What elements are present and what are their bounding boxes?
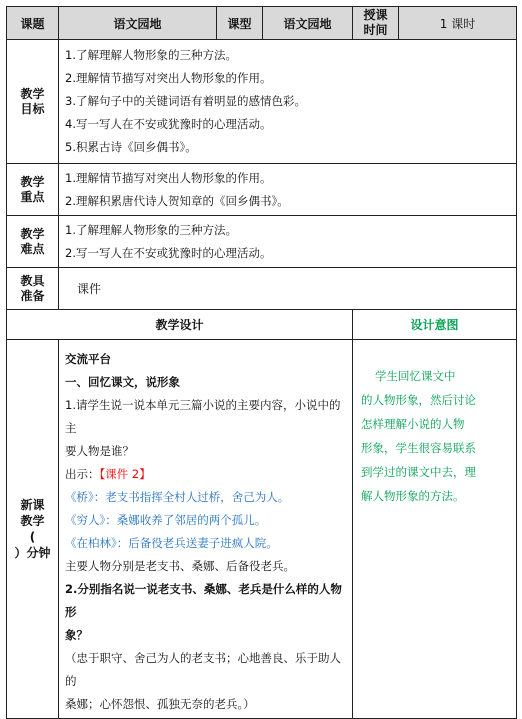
main-characters: 主要人物分别是老支书、桑娜、后备役老兵。 xyxy=(65,559,295,573)
new-lesson-label-line4: ）分钟 xyxy=(14,546,51,560)
answer-line1: （忠于职守、舍己为人的老支书；心地善良、乐于助人的 xyxy=(65,651,341,688)
new-lesson-label-line3: ( xyxy=(29,530,36,544)
goal-item: 5.积累古诗《回乡偶书》。 xyxy=(65,140,197,154)
type-value: 语文园地 xyxy=(263,7,353,40)
intent-line: 学生回忆课文中 xyxy=(375,369,456,383)
topic-value: 语文园地 xyxy=(59,7,217,40)
difficulties-label-line1: 教学 xyxy=(20,226,45,241)
hours-value: 1 课时 xyxy=(399,7,517,40)
difficulties-label xyxy=(7,216,59,268)
intent-line: 到学过的课文中去，理 xyxy=(361,465,476,479)
goals-label-line2: 目标 xyxy=(20,101,45,116)
key-point-item: 1.理解情节描写对突出人物形象的作用。 xyxy=(65,170,272,185)
design-title: 教学设计 xyxy=(7,310,353,340)
question-2-line1: 2.分别指名说一说老支书、桑娜、老兵是什么样的人物形 xyxy=(65,582,342,619)
story-summary-in-berlin: 《在柏林》：后备役老兵送妻子进疯人院。 xyxy=(65,536,278,550)
difficulty-item: 1.了解理解人物形象的三种方法。 xyxy=(65,222,237,237)
sub-title: 一、回忆课文，说形象 xyxy=(65,375,180,389)
show-prefix: 出示： xyxy=(65,467,100,481)
courseware-tag: 【课件 2】 xyxy=(99,467,151,481)
show-courseware-line xyxy=(65,463,348,486)
new-lesson-label-line2: 教学 xyxy=(20,514,45,528)
story-summary-bridge: 《桥》：老支书指挥全村人过桥，舍己为人。 xyxy=(65,490,290,504)
goal-item: 1.了解理解人物形象的三种方法。 xyxy=(65,48,237,62)
design-header-row xyxy=(7,310,517,340)
key-point-item: 2.理解积累唐代诗人贺知章的《回乡偶书》。 xyxy=(65,193,289,208)
goal-item: 2.理解情节描写对突出人物形象的作用。 xyxy=(65,71,272,85)
difficulties-label-line2: 难点 xyxy=(20,241,45,256)
key-points-row xyxy=(7,164,517,216)
lesson-plan-table xyxy=(6,6,517,719)
answer-line2: 桑娜；心怀怨恨、孤独无奈的老兵。） xyxy=(65,697,255,711)
difficulties-row xyxy=(7,216,517,268)
header-row xyxy=(7,7,517,40)
tools-label-line1: 教具 xyxy=(20,273,45,288)
key-points-label-line1: 教学 xyxy=(20,174,45,189)
intent-line: 怎样理解小说的人物 xyxy=(361,417,465,431)
goal-item: 3.了解句子中的关键词语有着明显的感情色彩。 xyxy=(65,94,306,108)
intent-line: 的人物形象，然后讨论 xyxy=(361,393,476,407)
key-points-label-line2: 重点 xyxy=(20,189,45,204)
question-1-line1: 1.请学生说一说本单元三篇小说的主要内容，小说中的主 xyxy=(65,398,341,435)
new-lesson-content xyxy=(59,340,353,719)
hours-label-line1: 授课 xyxy=(363,8,388,22)
story-summary-poor-people: 《穷人》：桑娜收养了邻居的两个孤儿。 xyxy=(65,513,267,527)
tools-value: 课件 xyxy=(59,268,517,310)
goals-list xyxy=(59,40,517,164)
type-label: 课型 xyxy=(217,7,263,40)
goals-label-line1: 教学 xyxy=(20,86,45,101)
topic-label: 课题 xyxy=(7,7,59,40)
goals-label xyxy=(7,40,59,164)
new-lesson-label xyxy=(7,340,59,719)
intent-content xyxy=(353,340,517,719)
key-points-list xyxy=(59,164,517,216)
key-points-label xyxy=(7,164,59,216)
new-lesson-label-line1: 新课 xyxy=(20,498,45,512)
intent-line: 解人物形象的方法。 xyxy=(361,489,465,503)
tools-label-line2: 准备 xyxy=(20,288,45,303)
section-title: 交流平台 xyxy=(65,352,111,366)
difficulties-list xyxy=(59,216,517,268)
goals-row xyxy=(7,40,517,164)
intent-title: 设计意图 xyxy=(353,310,517,340)
new-lesson-row xyxy=(7,340,517,719)
intent-line: 形象，学生很容易联系 xyxy=(361,441,476,455)
hours-label-line2: 时间 xyxy=(363,23,388,37)
difficulty-item: 2.写一写人在不安或犹豫时的心理活动。 xyxy=(65,245,272,260)
tools-label xyxy=(7,268,59,310)
question-1-line2: 要人物是谁？ xyxy=(65,444,134,458)
hours-label xyxy=(353,7,399,40)
question-2-line2: 象？ xyxy=(65,628,88,642)
goal-item: 4.写一写人在不安或犹豫时的心理活动。 xyxy=(65,117,272,131)
tools-row xyxy=(7,268,517,310)
